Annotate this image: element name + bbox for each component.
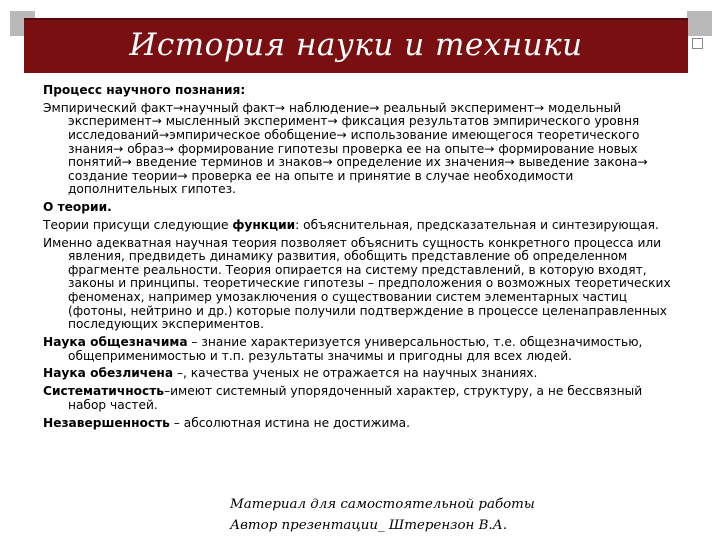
paragraph-incomplete: Незавершенность – абсолютная истина не достижима. (43, 415, 411, 430)
paragraph-theory: Именно адекватная научная теория позволяет объяснить сущность конкретного процесса или явления, предвидеть динамику развития, обобщить представление об определенном фрагменте реальности. Теория опирается на систему представлений, в которую входят, законы и принципы. теоретические гипотезы – предположения о возможных теоретических феноменах, например умозаключения о существовании систем элементарных частиц (фотоны, нейтрино и др.) которые получили подтверждение в процессе целенаправленных последующих экспериментов. (43, 235, 671, 332)
paragraph-process: Эмпирический факт→научный факт→ наблюдение→ реальный эксперимент→ модельный эксперимент→ мысленный эксперимент→ фиксация результатов эмпирического уровня исследований→эмпирическое обобщение→ использование имеющегося теоретического знания→ образ→ формирование гипотезы проверка ее на опыте→ формирование новых понятий→ введение терминов и знаков→ определение их значения→ выведение закона→ создание теории→ проверка ее на опыте и принятие в случае необходимости дополнительных гипотез. (43, 100, 648, 197)
paragraph-impersonal: Наука обезличена –, качества ученых не отражается на научных знаниях. (43, 366, 538, 381)
slide-content (43, 84, 677, 434)
decorative-small-square (692, 38, 703, 49)
paragraph-universal: Наука общезначима – знание характеризуется универсальностью, т.е. общезначимостью, общеприменимостью и т.п. результаты значимы и пригодны для всех людей. (43, 335, 643, 363)
paragraph-functions: Теории присущи следующие функции: объяснительная, предсказательная и синтезирующая. (43, 217, 659, 232)
heading-process: Процесс научного познания: (43, 83, 246, 97)
paragraph-systematic: Систематичность–имеют системный упорядоченный характер, структуру, а не бессвязный набор частей. (43, 384, 643, 412)
slide-title: История науки и техники (129, 27, 583, 63)
footer-line-material: Материал для самостоятельной работы (230, 497, 535, 512)
heading-theory: О теории. (43, 200, 112, 215)
footer (230, 494, 690, 536)
footer-line-author: Автор презентации_ Штерензон В.А. (230, 518, 508, 533)
decorative-square-right (687, 11, 712, 36)
